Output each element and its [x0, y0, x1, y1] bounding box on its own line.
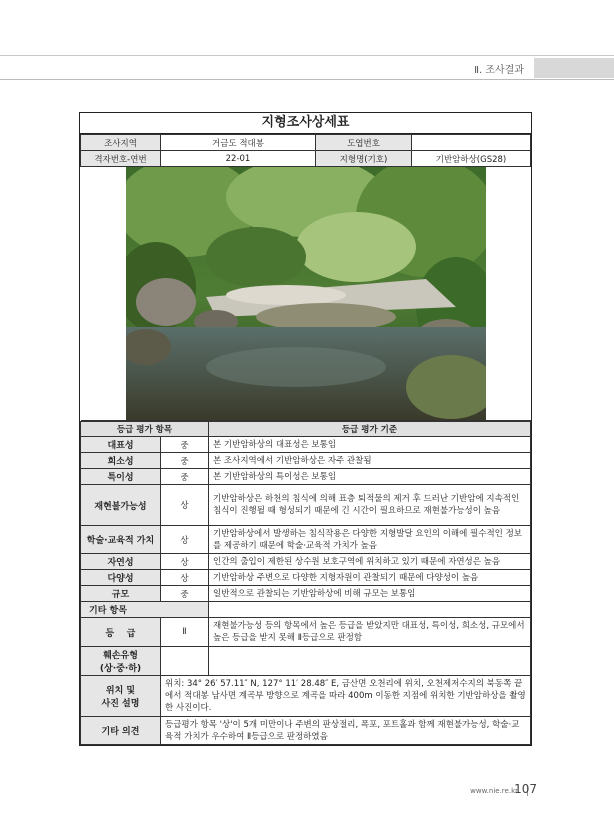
grade-cell: 중: [161, 437, 209, 453]
info-table: [80, 134, 531, 421]
criteria-cell: 기반암하상 주변으로 다양한 지형자원이 관찰되기 때문에 다양성이 높음: [209, 570, 531, 586]
section-title: Ⅱ. 조사결과: [474, 65, 524, 76]
item-naturalness: 자연성: [81, 554, 161, 570]
grid-value: 22-01: [161, 151, 316, 167]
item-academic-value: 학술·교육적 가치: [81, 526, 161, 554]
photo-cell: [81, 167, 531, 421]
criteria-cell: 기반암하상은 하천의 침식에 의해 표층 퇴적물의 제거 후 드러난 기반암에 지속적인 침식이 진행될 때 형성되기 때문에 긴 시간이 필요하므로 재현불가능성이 높음: [209, 485, 531, 526]
map-no-label: 도엽번호: [316, 135, 412, 151]
grade-cell: 상: [161, 554, 209, 570]
item-representativeness: 대표성: [81, 437, 161, 453]
running-header: [0, 58, 614, 78]
top-rule: [0, 55, 614, 56]
criteria-cell: 일반적으로 관찰되는 기반암하상에 비해 규모는 보통임: [209, 586, 531, 602]
grid-label: 격자번호-연번: [81, 151, 161, 167]
criteria-cell: 본 기반암하상의 특이성은 보통임: [209, 469, 531, 485]
survey-area-value: 거금도 적대봉: [161, 135, 316, 151]
header-tab: [534, 58, 614, 78]
criteria-cell: 본 기반암하상의 대표성은 보통임: [209, 437, 531, 453]
other-items-label: 기타 항목: [81, 602, 209, 618]
item-scale: 규모: [81, 586, 161, 602]
location-label: 위치 및 사진 설명: [81, 676, 161, 717]
header-rule: [0, 79, 614, 80]
item-irreproducibility: 재현불가능성: [81, 485, 161, 526]
damage-type-desc: [209, 647, 531, 676]
criteria-cell: 기반암하상에서 발생하는 침식작용은 다양한 지형발달 요인의 이해에 필수적인 정보를 제공하기 때문에 학술·교육적 가치가 높음: [209, 526, 531, 554]
damage-type-label: 훼손유형 (상·중·하): [81, 647, 161, 676]
grade-cell: 상: [161, 526, 209, 554]
location-desc: 위치: 34° 26′ 57.11″ N, 127° 11′ 28.48″ E, 금산면 오천리에 위치, 오천제저수지의 북동쪽 끝에서 적대봉 남사면 계곡부 방향으로 계곡을 따라 400m 이동한 지점에 위치한 기반암하상을 촬영한 사진이다.: [161, 676, 531, 717]
landform-value: 기반암하상(GS28): [412, 151, 531, 167]
survey-sheet: [79, 112, 532, 746]
overall-grade-desc: 재현불가능성 등의 항목에서 높은 등급을 받았지만 대표성, 특이성, 희소성, 규모에서 높은 등급을 받지 못해 Ⅱ등급으로 판정함: [209, 618, 531, 647]
criteria-cell: 본 조사지역에서 기반암하상은 자주 관찰됨: [209, 453, 531, 469]
eval-criteria-header: 등급 평가 기준: [209, 422, 531, 437]
opinion-label: 기타 의견: [81, 717, 161, 745]
footer-url: www.nie.re.kr: [470, 787, 518, 795]
item-uniqueness: 특이성: [81, 469, 161, 485]
other-items-cell: [209, 602, 531, 618]
grade-cell: 상: [161, 485, 209, 526]
sheet-title: 지형조사상세표: [80, 113, 531, 134]
page-number: 107: [514, 782, 537, 796]
grade-cell: 중: [161, 586, 209, 602]
stream-photo: [126, 167, 486, 420]
grade-cell: 중: [161, 469, 209, 485]
overall-grade-label: 등 급: [81, 618, 161, 647]
grade-cell: 상: [161, 570, 209, 586]
overall-grade-value: Ⅱ: [161, 618, 209, 647]
survey-area-label: 조사지역: [81, 135, 161, 151]
damage-type-value: [161, 647, 209, 676]
opinion-desc: 등급평가 항목 '상'이 5개 미만이나 주변의 판상절리, 폭포, 포트홀과 함께 재현불가능성, 학술·교육적 가치가 우수하여 Ⅱ등급으로 판정하였음: [161, 717, 531, 745]
grade-cell: 중: [161, 453, 209, 469]
item-rarity: 희소성: [81, 453, 161, 469]
criteria-cell: 인간의 출입이 제한된 상수원 보호구역에 위치하고 있기 때문에 자연성은 높음: [209, 554, 531, 570]
eval-item-header: 등급 평가 항목: [81, 422, 209, 437]
evaluation-table: [80, 421, 531, 745]
map-no-value: [412, 135, 531, 151]
landform-label: 지형명(기호): [316, 151, 412, 167]
item-diversity: 다양성: [81, 570, 161, 586]
